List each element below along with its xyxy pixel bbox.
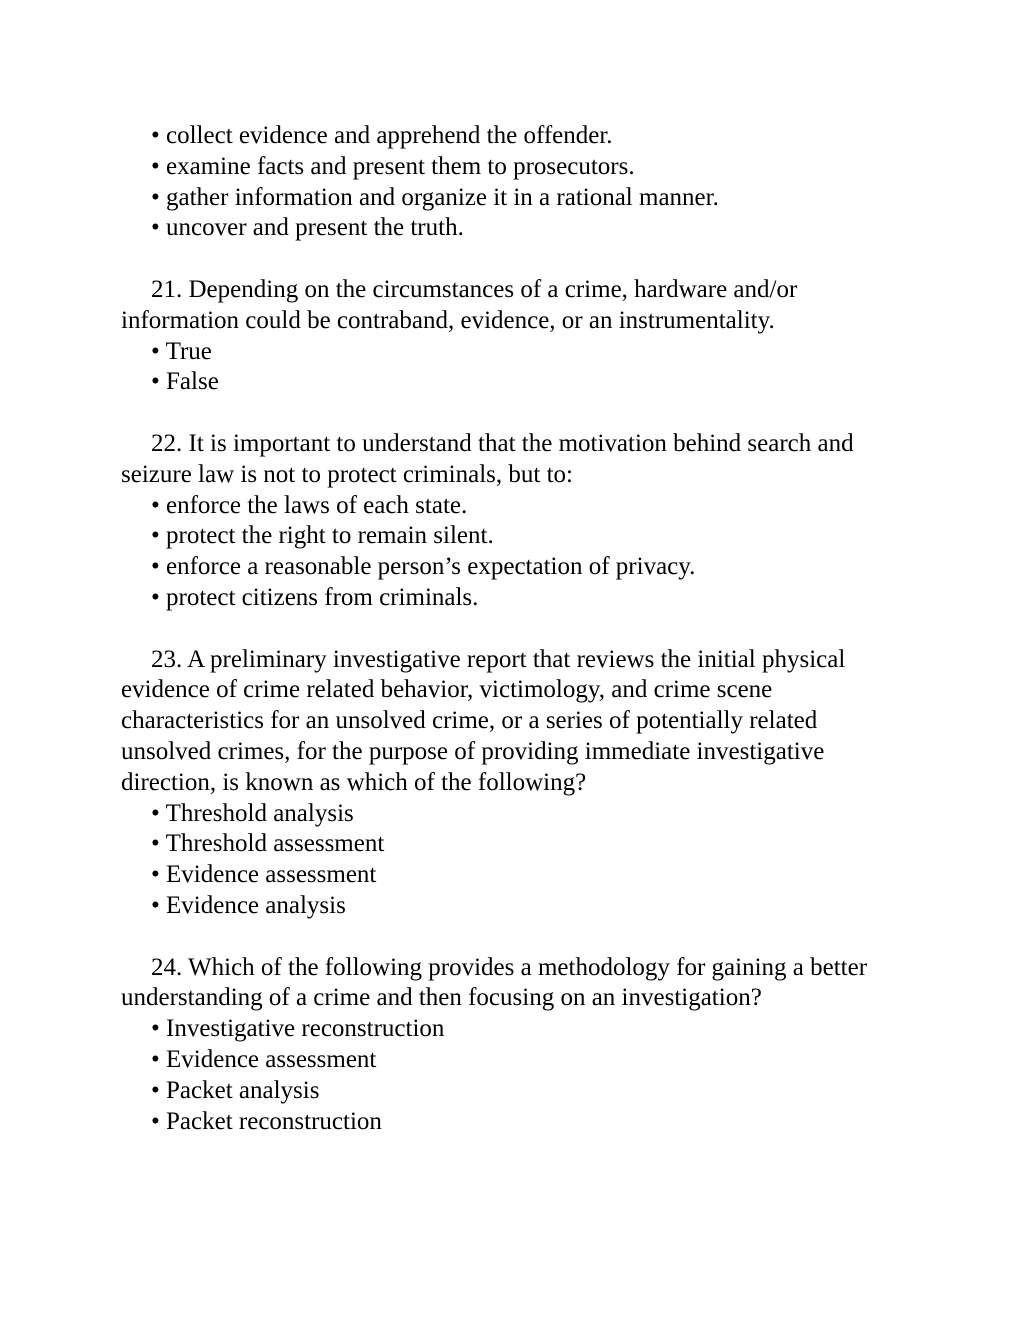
q23-option-4: • Evidence analysis <box>151 891 346 919</box>
bullet-icon: • <box>151 368 160 396</box>
question-20-options <box>121 121 911 244</box>
q23-option-1: • Threshold analysis <box>151 799 354 827</box>
bullet-icon: • <box>151 891 160 919</box>
question-21-text: 21. Depending on the circumstances of a crime, hardware and/or information could be contraband, evidence, or an instrumentality. <box>121 275 798 334</box>
bullet-icon: • <box>151 799 160 827</box>
question-23-text: 23. A preliminary investigative report that reviews the initial physical evidence of crime related behavior, victimology, and crime scene characteristics for an unsolved crime, or a series of potentially related unsolved crimes, for the purpose of providing immediate investigative direction, is known as which of the following? <box>121 645 846 796</box>
bullet-icon: • <box>151 1015 160 1043</box>
bullet-icon: • <box>151 1107 160 1135</box>
question-21 <box>121 275 911 398</box>
q20-option-3: • gather information and organize it in a rational manner. <box>151 183 719 211</box>
q21-option-2: • False <box>151 368 219 396</box>
q22-option-2: • protect the right to remain silent. <box>151 522 494 550</box>
q21-option-1: • True <box>151 337 212 365</box>
bullet-icon: • <box>151 553 160 581</box>
bullet-icon: • <box>151 583 160 611</box>
q24-option-2: • Evidence assessment <box>151 1045 377 1073</box>
q22-option-1: • enforce the laws of each state. <box>151 491 468 519</box>
bullet-icon: • <box>151 522 160 550</box>
bullet-icon: • <box>151 122 160 149</box>
question-22-text: 22. It is important to understand that the motivation behind search and seizure law is not to protect criminals, but to: <box>121 429 854 488</box>
bullet-icon: • <box>151 491 160 519</box>
question-23 <box>121 645 911 922</box>
bullet-icon: • <box>151 152 160 180</box>
q22-option-3: • enforce a reasonable person’s expectation of privacy. <box>151 553 696 581</box>
bullet-icon: • <box>151 1076 160 1104</box>
spacer <box>121 244 911 275</box>
q20-option-2: • examine facts and present them to prosecutors. <box>151 152 635 180</box>
document-page <box>121 121 911 1137</box>
question-24 <box>121 953 911 1138</box>
q20-option-1: • collect evidence and apprehend the offender. <box>151 122 613 149</box>
question-24-text: 24. Which of the following provides a methodology for gaining a better understanding of a crime and then focusing on an investigation? <box>121 953 868 1012</box>
spacer <box>121 922 911 953</box>
q24-option-3: • Packet analysis <box>151 1076 320 1104</box>
q23-option-2: • Threshold assessment <box>151 830 385 858</box>
question-22 <box>121 429 911 614</box>
q23-option-3: • Evidence assessment <box>151 861 377 889</box>
bullet-icon: • <box>151 214 160 242</box>
spacer <box>121 614 911 645</box>
q20-option-4: • uncover and present the truth. <box>151 214 464 242</box>
bullet-icon: • <box>151 830 160 858</box>
q22-option-4: • protect citizens from criminals. <box>151 583 479 611</box>
q24-option-1: • Investigative reconstruction <box>151 1015 445 1043</box>
bullet-icon: • <box>151 337 160 365</box>
bullet-icon: • <box>151 861 160 889</box>
spacer <box>121 398 911 429</box>
bullet-icon: • <box>151 183 160 211</box>
q24-option-4: • Packet reconstruction <box>151 1107 382 1135</box>
bullet-icon: • <box>151 1045 160 1073</box>
